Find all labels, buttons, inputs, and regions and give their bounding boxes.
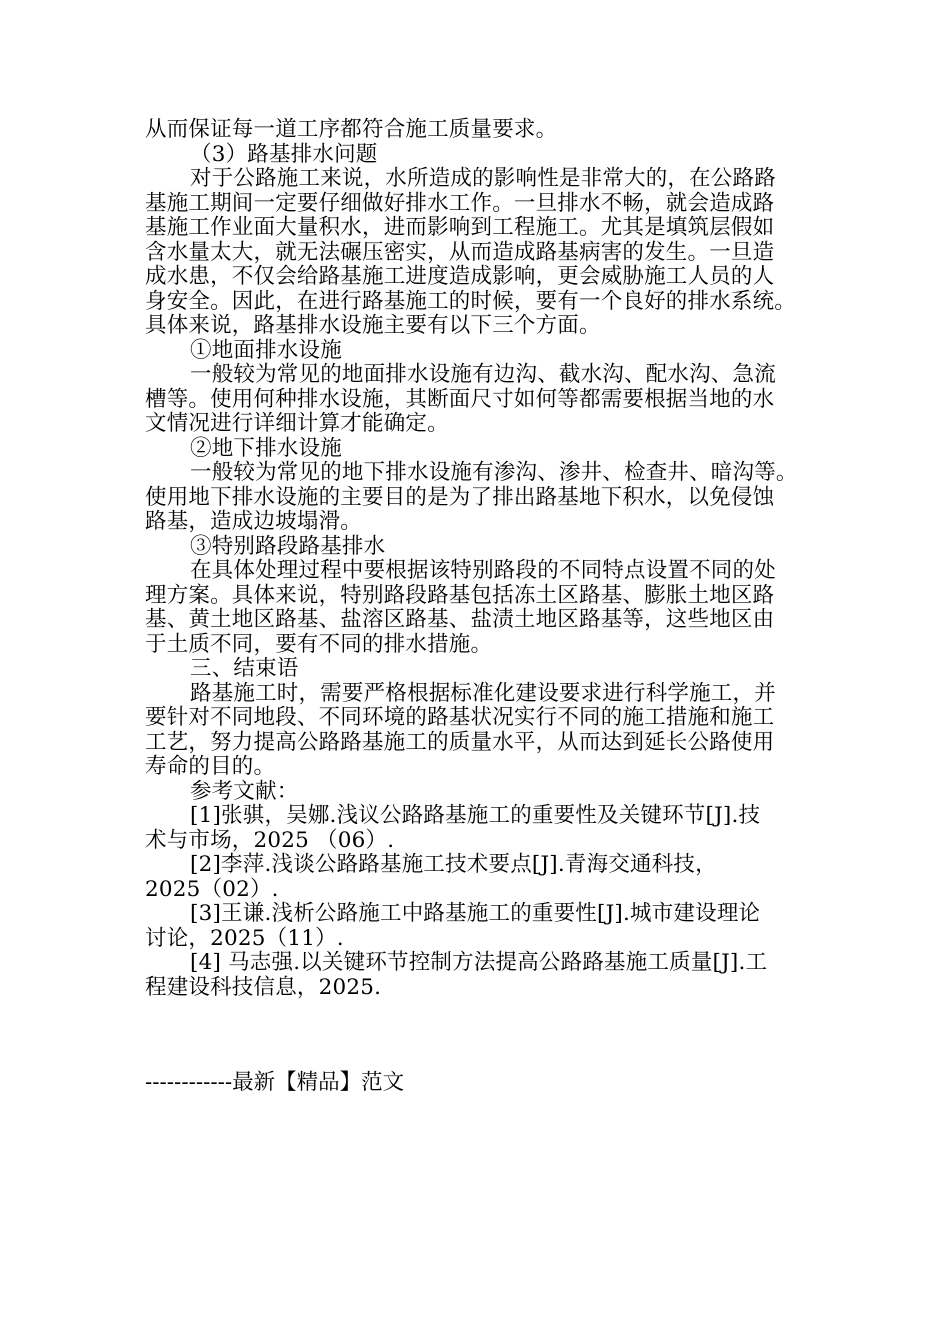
subsection-heading: ③特别路段路基排水 — [190, 533, 386, 559]
text-line: 一般较为常见的地面排水设施有边沟、截水沟、配水沟、急流 — [190, 362, 776, 387]
reference-item-cont: 2025（02）. — [145, 876, 279, 902]
text-line: 理方案。具体来说，特别路段路基包括冻土区路基、膨胀土地区路 — [145, 582, 775, 608]
reference-item: [4] 马志强.以关键环节控制方法提高公路路基施工质量[J].工 — [190, 950, 768, 975]
subsection-heading: ①地面排水设施 — [190, 337, 342, 363]
section-heading: （3）路基排水问题 — [190, 141, 378, 167]
text-line: 一般较为常见的地下排水设施有渗沟、渗井、检查井、暗沟等。 — [190, 460, 798, 485]
reference-item: [2]李萍.浅谈公路路基施工技术要点[J].青海交通科技， — [190, 852, 717, 877]
text-line: 要针对不同地段、不同环境的路基状况实行不同的施工措施和施工 — [145, 705, 775, 730]
text-line: 路基施工时，需要严格根据标准化建设要求进行科学施工，并 — [190, 680, 776, 706]
text-line: 在具体处理过程中要根据该特别路段的不同特点设置不同的处 — [190, 558, 776, 583]
references-heading: 参考文献： — [190, 778, 299, 804]
text-line: 基、黄土地区路基、盐溶区路基、盐渍土地区路基等，这些地区由 — [145, 607, 775, 632]
text-line: 含水量太大，就无法碾压密实，从而造成路基病害的发生。一旦造 — [145, 239, 775, 265]
text-line: 对于公路施工来说，水所造成的影响性是非常大的，在公路路 — [190, 166, 776, 191]
reference-item: [1]张骐，吴娜.浅议公路路基施工的重要性及关键环节[J].技 — [190, 803, 761, 828]
text-line: 从而保证每一道工序都符合施工质量要求。 — [145, 117, 558, 142]
text-line: 基施工期间一定要仔细做好排水工作。一旦排水不畅，就会造成路 — [145, 190, 775, 216]
reference-item: [3]王谦.浅析公路施工中路基施工的重要性[J].城市建设理论 — [190, 901, 761, 926]
reference-item-cont: 程建设科技信息，2025. — [145, 974, 382, 1000]
footer-text: ------------最新【精品】范文 — [145, 1070, 405, 1095]
section-heading: 三、结束语 — [190, 656, 299, 681]
text-line: 基施工作业面大量积水，进而影响到工程施工。尤其是填筑层假如 — [145, 215, 775, 240]
text-line: 路基，造成边坡塌滑。 — [145, 509, 363, 534]
document-body — [145, 118, 815, 1000]
text-line: 使用地下排水设施的主要目的是为了排出路基地下积水，以免侵蚀 — [145, 484, 775, 510]
text-line: 具体来说，路基排水设施主要有以下三个方面。 — [145, 313, 601, 338]
text-line: 文情况进行详细计算才能确定。 — [145, 411, 449, 436]
text-line: 成水患，不仅会给路基施工进度造成影响，更会威胁施工人员的人 — [145, 264, 775, 289]
reference-item-cont: 讨论，2025（11）. — [145, 925, 344, 951]
text-line: 工艺，努力提高公路路基施工的质量水平，从而达到延长公路使用 — [145, 729, 775, 755]
subsection-heading: ②地下排水设施 — [190, 435, 342, 461]
text-line: 于土质不同，要有不同的排水措施。 — [145, 631, 493, 657]
text-line: 身安全。因此，在进行路基施工的时候，要有一个良好的排水系统。 — [145, 288, 797, 314]
text-line: 寿命的目的。 — [145, 754, 276, 779]
text-line: 槽等。使用何种排水设施，其断面尺寸如何等都需要根据当地的水 — [145, 386, 775, 412]
reference-item-cont: 术与市场，2025 （06）. — [145, 827, 395, 853]
